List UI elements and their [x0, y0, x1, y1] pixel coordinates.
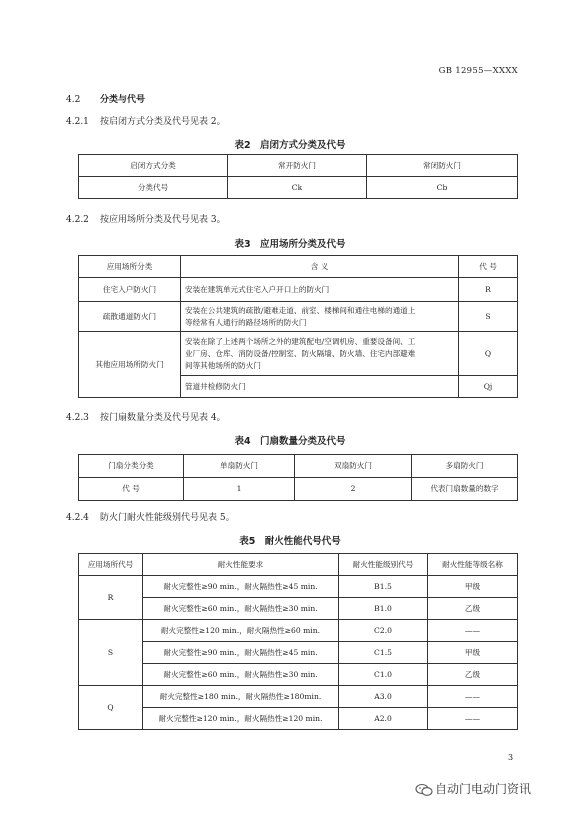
watermark-text: 自动门电动门资讯 [435, 782, 532, 796]
wechat-icon [415, 783, 433, 797]
standard-number: GB 12955—XXXX [438, 66, 518, 76]
table-header-cell: 耐火性能等级名称 [428, 554, 518, 576]
table-cell: R [459, 278, 518, 302]
table-row [79, 332, 518, 376]
table-cell: C2.0 [339, 620, 428, 642]
table-row [79, 177, 518, 199]
table-cell: A3.0 [339, 686, 428, 708]
table-header-cell: 代 号 [459, 256, 518, 278]
table-cell: 代表门扇数量的数字 [412, 478, 518, 501]
section-number: 4.2.2 [66, 215, 89, 225]
table-4-caption: 表4 门扇数量分类及代号 [234, 436, 346, 447]
table-cell: Qj [459, 376, 518, 398]
table-cell: 分类代号 [79, 177, 228, 199]
table-row [79, 455, 518, 478]
table-3-caption: 表3 应用场所分类及代号 [234, 239, 346, 250]
table-row [79, 642, 518, 664]
section-4-2-3 [66, 410, 226, 423]
table-cell: 耐火完整性≥90 min.，耐火隔热性≥45 min. [143, 576, 339, 598]
table-cell [181, 332, 459, 376]
table-row [79, 664, 518, 686]
table-4 [78, 454, 518, 501]
table-cell: 常开防火门 [228, 155, 367, 177]
section-number: 4.2.1 [66, 117, 89, 127]
section-4-2 [66, 92, 145, 105]
table-cell: Q [79, 686, 143, 730]
table-cell: 耐火完整性≥90 min.，耐火隔热性≥45 min. [143, 642, 339, 664]
section-number: 4.2.4 [66, 513, 89, 523]
table-header-cell: 耐火性能要求 [143, 554, 339, 576]
section-text: 按应用场所分类及代号见表 3。 [100, 215, 226, 225]
section-number: 4.2 [66, 95, 81, 105]
table-cell: 其他应用场所防火门 [79, 332, 181, 398]
table-cell: Q [459, 332, 518, 376]
table-cell: 乙级 [428, 598, 518, 620]
table-cell: 乙级 [428, 664, 518, 686]
table-cell: 疏散通道防火门 [79, 302, 181, 332]
table-cell: B1.5 [339, 576, 428, 598]
table-cell: R [79, 576, 143, 620]
section-text: 按门扇数量分类及代号见表 4。 [100, 413, 226, 423]
table-cell: 常闭防火门 [367, 155, 518, 177]
table-cell: 甲级 [428, 576, 518, 598]
table-cell: 甲级 [428, 642, 518, 664]
table-cell: 单扇防火门 [184, 455, 295, 478]
table-row [79, 302, 518, 332]
table-header-cell: 耐火性能级别代号 [339, 554, 428, 576]
table-cell: 1 [184, 478, 295, 501]
table-row [79, 554, 518, 576]
page-number: 3 [508, 753, 514, 762]
table-cell: 耐火完整性≥60 min.，耐火隔热性≥30 min. [143, 664, 339, 686]
table-cell: —— [428, 686, 518, 708]
section-text: 按启闭方式分类及代号见表 2。 [100, 117, 226, 127]
cell-line: 安装在除了上述两个场所之外的建筑配电/空调机房、重要设备间、工 [185, 336, 416, 346]
table-cell: 耐火完整性≥120 min.，耐火隔热性≥120 min. [143, 708, 339, 730]
table-row [79, 598, 518, 620]
cell-line: 等经常有人通行的路径场所的防火门 [185, 317, 307, 327]
table-cell [181, 302, 459, 332]
table-row [79, 278, 518, 302]
table-cell: C1.0 [339, 664, 428, 686]
table-row [79, 686, 518, 708]
table-cell: 耐火完整性≥60 min.，耐火隔热性≥30 min. [143, 598, 339, 620]
section-4-2-2 [66, 212, 226, 225]
table-cell: Ck [228, 177, 367, 199]
table-cell: A2.0 [339, 708, 428, 730]
table-cell: C1.5 [339, 642, 428, 664]
table-row [79, 256, 518, 278]
cell-line: 间等其他场所的防火门 [185, 360, 261, 370]
table-cell: 安装在建筑单元式住宅入户开口上的防火门 [181, 278, 459, 302]
table-row [79, 620, 518, 642]
table-cell: B1.0 [339, 598, 428, 620]
table-3 [78, 255, 518, 398]
table-cell: Cb [367, 177, 518, 199]
table-header-cell: 应用场所代号 [79, 554, 143, 576]
table-2-caption: 表2 启闭方式分类及代号 [234, 140, 346, 151]
table-row [79, 576, 518, 598]
table-cell: 多扇防火门 [412, 455, 518, 478]
section-4-2-4 [66, 510, 235, 523]
table-row [79, 478, 518, 501]
table-cell: S [79, 620, 143, 686]
table-cell: —— [428, 620, 518, 642]
section-number: 4.2.3 [66, 413, 89, 423]
watermark [415, 780, 531, 797]
table-2 [78, 154, 518, 199]
table-5-caption: 表5 耐火性能代号代号 [239, 536, 341, 547]
table-cell: 住宅入户防火门 [79, 278, 181, 302]
table-cell: —— [428, 708, 518, 730]
table-row [79, 708, 518, 730]
table-cell: 代 号 [79, 478, 184, 501]
table-cell: 双扇防火门 [295, 455, 412, 478]
section-4-2-1 [66, 114, 226, 127]
table-cell: 耐火完整性≥120 min.，耐火隔热性≥60 min. [143, 620, 339, 642]
table-cell: 2 [295, 478, 412, 501]
table-cell: 管道井检修防火门 [181, 376, 459, 398]
section-title: 分类与代号 [100, 95, 146, 105]
table-header-cell: 应用场所分类 [79, 256, 181, 278]
section-text: 防火门耐火性能级别代号见表 5。 [100, 513, 235, 523]
table-5 [78, 553, 518, 730]
table-cell: 启闭方式分类 [79, 155, 228, 177]
cell-line: 业厂房、仓库、消防设备/控制室、防火隔墙、防火墙、住宅内部避难 [185, 348, 416, 358]
table-header-cell: 含 义 [181, 256, 459, 278]
table-row [79, 155, 518, 177]
table-cell: S [459, 302, 518, 332]
cell-line: 安装在公共建筑的疏散/避难走道、前室、楼梯间和通往电梯的通道上 [185, 305, 416, 315]
table-cell: 门扇分类分类 [79, 455, 184, 478]
table-cell: 耐火完整性≥180 min.，耐火隔热性≥180min. [143, 686, 339, 708]
